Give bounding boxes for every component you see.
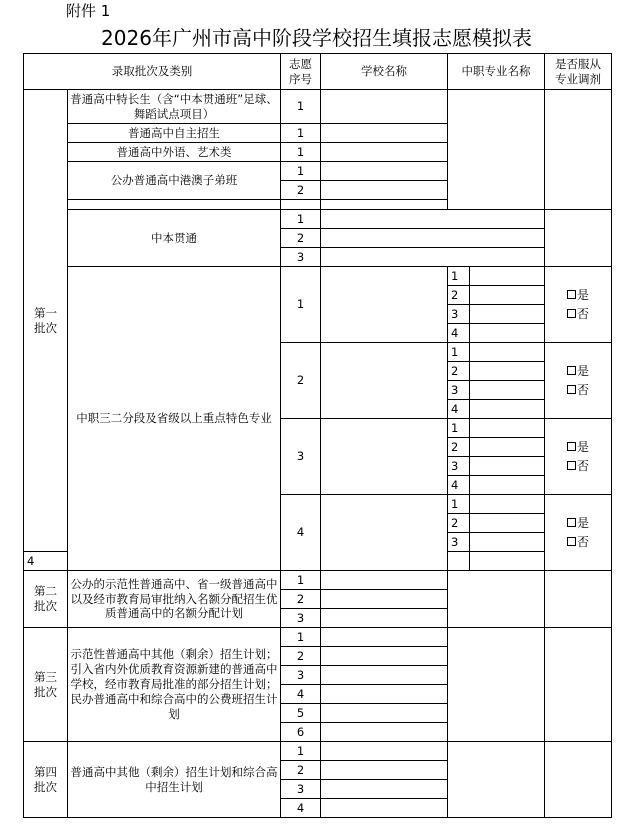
adjust-no-option[interactable]: 否 <box>545 457 611 476</box>
adjust-yes-option[interactable]: 是 <box>545 438 611 457</box>
major-input[interactable] <box>470 476 545 495</box>
major-number: 2 <box>448 438 470 457</box>
major-input[interactable] <box>470 267 545 286</box>
adjust-blank <box>545 628 612 742</box>
adjust-options <box>545 267 612 343</box>
major-blank <box>448 628 545 742</box>
batch-third: 第三批次 <box>24 628 68 742</box>
major-number: 3 <box>448 457 470 476</box>
major-blank <box>448 90 545 210</box>
checkbox-icon[interactable] <box>567 461 576 470</box>
adjust-no-option[interactable]: 否 <box>545 381 611 400</box>
category-hk-macao: 公办普通高中港澳子弟班 <box>68 162 281 200</box>
major-blank <box>448 571 545 628</box>
major-input[interactable] <box>470 514 545 533</box>
order-number: 2 <box>281 590 321 609</box>
major-number: 1 <box>448 419 470 438</box>
spacer-cell <box>321 200 448 210</box>
school-input[interactable] <box>321 229 545 248</box>
order-number: 1 <box>281 628 321 647</box>
major-input[interactable] <box>470 533 545 552</box>
major-number: 1 <box>448 343 470 362</box>
adjust-options <box>545 495 612 571</box>
school-input[interactable] <box>321 628 448 647</box>
batch-second: 第二批次 <box>24 571 68 628</box>
adjust-yes-option[interactable]: 是 <box>545 514 611 533</box>
header-adjust: 是否服从专业调剂 <box>545 54 612 90</box>
category-zhongben: 中本贯通 <box>68 210 281 267</box>
order-number: 1 <box>281 143 321 162</box>
major-input[interactable] <box>470 495 545 514</box>
adjust-options <box>545 419 612 495</box>
adjust-no-option[interactable]: 否 <box>545 533 611 552</box>
major-number: 2 <box>448 286 470 305</box>
order-number: 2 <box>281 181 321 200</box>
school-input[interactable] <box>321 343 448 419</box>
major-input[interactable] <box>470 419 545 438</box>
order-number: 3 <box>281 666 321 685</box>
category-b2-quota: 公办的示范性普通高中、省一级普通高中以及经市教育局审批纳入名额分配招生优质普通高中的名额分配计划 <box>68 571 281 628</box>
category-foreign-art: 普通高中外语、艺术类 <box>68 143 281 162</box>
header-category: 录取批次及类别 <box>24 54 281 90</box>
school-input[interactable] <box>321 495 448 571</box>
category-special: 普通高中特长生（含“中本贯通班”足球、舞蹈试点项目） <box>68 90 281 124</box>
major-input[interactable] <box>470 305 545 324</box>
major-blank <box>448 742 545 818</box>
annex-label: 附件 1 <box>66 2 111 20</box>
major-input[interactable] <box>470 286 545 305</box>
order-number: 1 <box>281 267 321 343</box>
school-input[interactable] <box>321 162 448 181</box>
checkbox-icon[interactable] <box>567 442 576 451</box>
major-number: 1 <box>448 267 470 286</box>
adjust-options <box>545 343 612 419</box>
adjust-blank <box>545 571 612 628</box>
major-number: 2 <box>448 362 470 381</box>
school-input[interactable] <box>321 143 448 162</box>
major-input[interactable] <box>470 324 545 343</box>
order-number: 1 <box>281 210 321 229</box>
adjust-yes-option[interactable]: 是 <box>545 362 611 381</box>
checkbox-icon[interactable] <box>567 518 576 527</box>
order-number: 4 <box>281 495 321 571</box>
major-input[interactable] <box>448 552 470 571</box>
order-number: 1 <box>281 124 321 143</box>
checkbox-icon[interactable] <box>567 366 576 375</box>
order-number: 2 <box>281 761 321 780</box>
school-input[interactable] <box>321 704 448 723</box>
major-input[interactable] <box>470 457 545 476</box>
header-school: 学校名称 <box>321 54 448 90</box>
order-number: 3 <box>281 609 321 628</box>
school-input[interactable] <box>321 181 448 200</box>
school-input[interactable] <box>321 571 448 590</box>
adjust-blank <box>545 742 612 818</box>
school-input[interactable] <box>321 248 545 267</box>
checkbox-icon[interactable] <box>567 537 576 546</box>
school-input[interactable] <box>321 647 448 666</box>
major-number: 4 <box>24 552 68 571</box>
major-number: 4 <box>448 476 470 495</box>
checkbox-icon[interactable] <box>567 385 576 394</box>
batch-fourth: 第四批次 <box>24 742 68 818</box>
order-number: 1 <box>281 571 321 590</box>
order-number: 4 <box>281 685 321 704</box>
order-number: 3 <box>281 419 321 495</box>
major-number: 1 <box>448 495 470 514</box>
school-input[interactable] <box>321 723 448 742</box>
school-input[interactable] <box>321 780 448 799</box>
major-input[interactable] <box>470 362 545 381</box>
order-number: 4 <box>281 799 321 818</box>
major-input[interactable] <box>470 400 545 419</box>
adjust-blank <box>545 210 612 267</box>
checkbox-icon[interactable] <box>567 309 576 318</box>
order-number: 1 <box>281 162 321 181</box>
checkbox-icon[interactable] <box>567 290 576 299</box>
school-input[interactable] <box>321 590 448 609</box>
batch-first: 第一批次 <box>24 90 68 552</box>
adjust-blank <box>545 90 612 210</box>
header-major: 中职专业名称 <box>448 54 545 90</box>
school-input[interactable] <box>321 799 448 818</box>
major-number: 2 <box>448 514 470 533</box>
school-input[interactable] <box>321 761 448 780</box>
major-number: 3 <box>448 381 470 400</box>
major-input[interactable] <box>470 438 545 457</box>
major-number: 4 <box>448 400 470 419</box>
order-number: 6 <box>281 723 321 742</box>
school-input[interactable] <box>321 124 448 143</box>
category-b3-plan: 示范性普通高中其他（剩余）招生计划；引入省内外优质教育资源新建的普通高中学校，经市教育局批准的部分招生计划；民办普通高中和综合高中的公费班招生计划 <box>68 628 281 742</box>
order-number: 2 <box>281 229 321 248</box>
school-input[interactable] <box>321 210 545 229</box>
school-input[interactable] <box>321 267 448 343</box>
spacer-cell <box>68 200 281 210</box>
major-number: 4 <box>448 324 470 343</box>
order-number: 1 <box>281 90 321 124</box>
school-input[interactable] <box>321 90 448 124</box>
school-input[interactable] <box>321 419 448 495</box>
category-b4-plan: 普通高中其他（剩余）招生计划和综合高中招生计划 <box>68 742 281 818</box>
category-autonomous: 普通高中自主招生 <box>68 124 281 143</box>
school-input[interactable] <box>321 742 448 761</box>
application-form-table <box>23 53 612 818</box>
order-number: 1 <box>281 742 321 761</box>
major-number: 3 <box>448 305 470 324</box>
adjust-no-option[interactable]: 否 <box>545 305 611 324</box>
school-input[interactable] <box>321 609 448 628</box>
school-input[interactable] <box>321 666 448 685</box>
order-number: 2 <box>281 343 321 419</box>
order-number: 3 <box>281 248 321 267</box>
order-number: 3 <box>281 780 321 799</box>
header-order: 志愿序号 <box>281 54 321 90</box>
order-number: 5 <box>281 704 321 723</box>
major-input[interactable] <box>470 381 545 400</box>
order-number: 2 <box>281 647 321 666</box>
adjust-yes-option[interactable]: 是 <box>545 286 611 305</box>
school-input[interactable] <box>321 685 448 704</box>
major-input[interactable] <box>470 343 545 362</box>
spacer-cell <box>281 200 321 210</box>
major-number: 3 <box>448 533 470 552</box>
form-title: 2026年广州市高中阶段学校招生填报志愿模拟表 <box>101 26 532 50</box>
category-vocational: 中职三二分段及省级以上重点特色专业 <box>68 267 281 571</box>
